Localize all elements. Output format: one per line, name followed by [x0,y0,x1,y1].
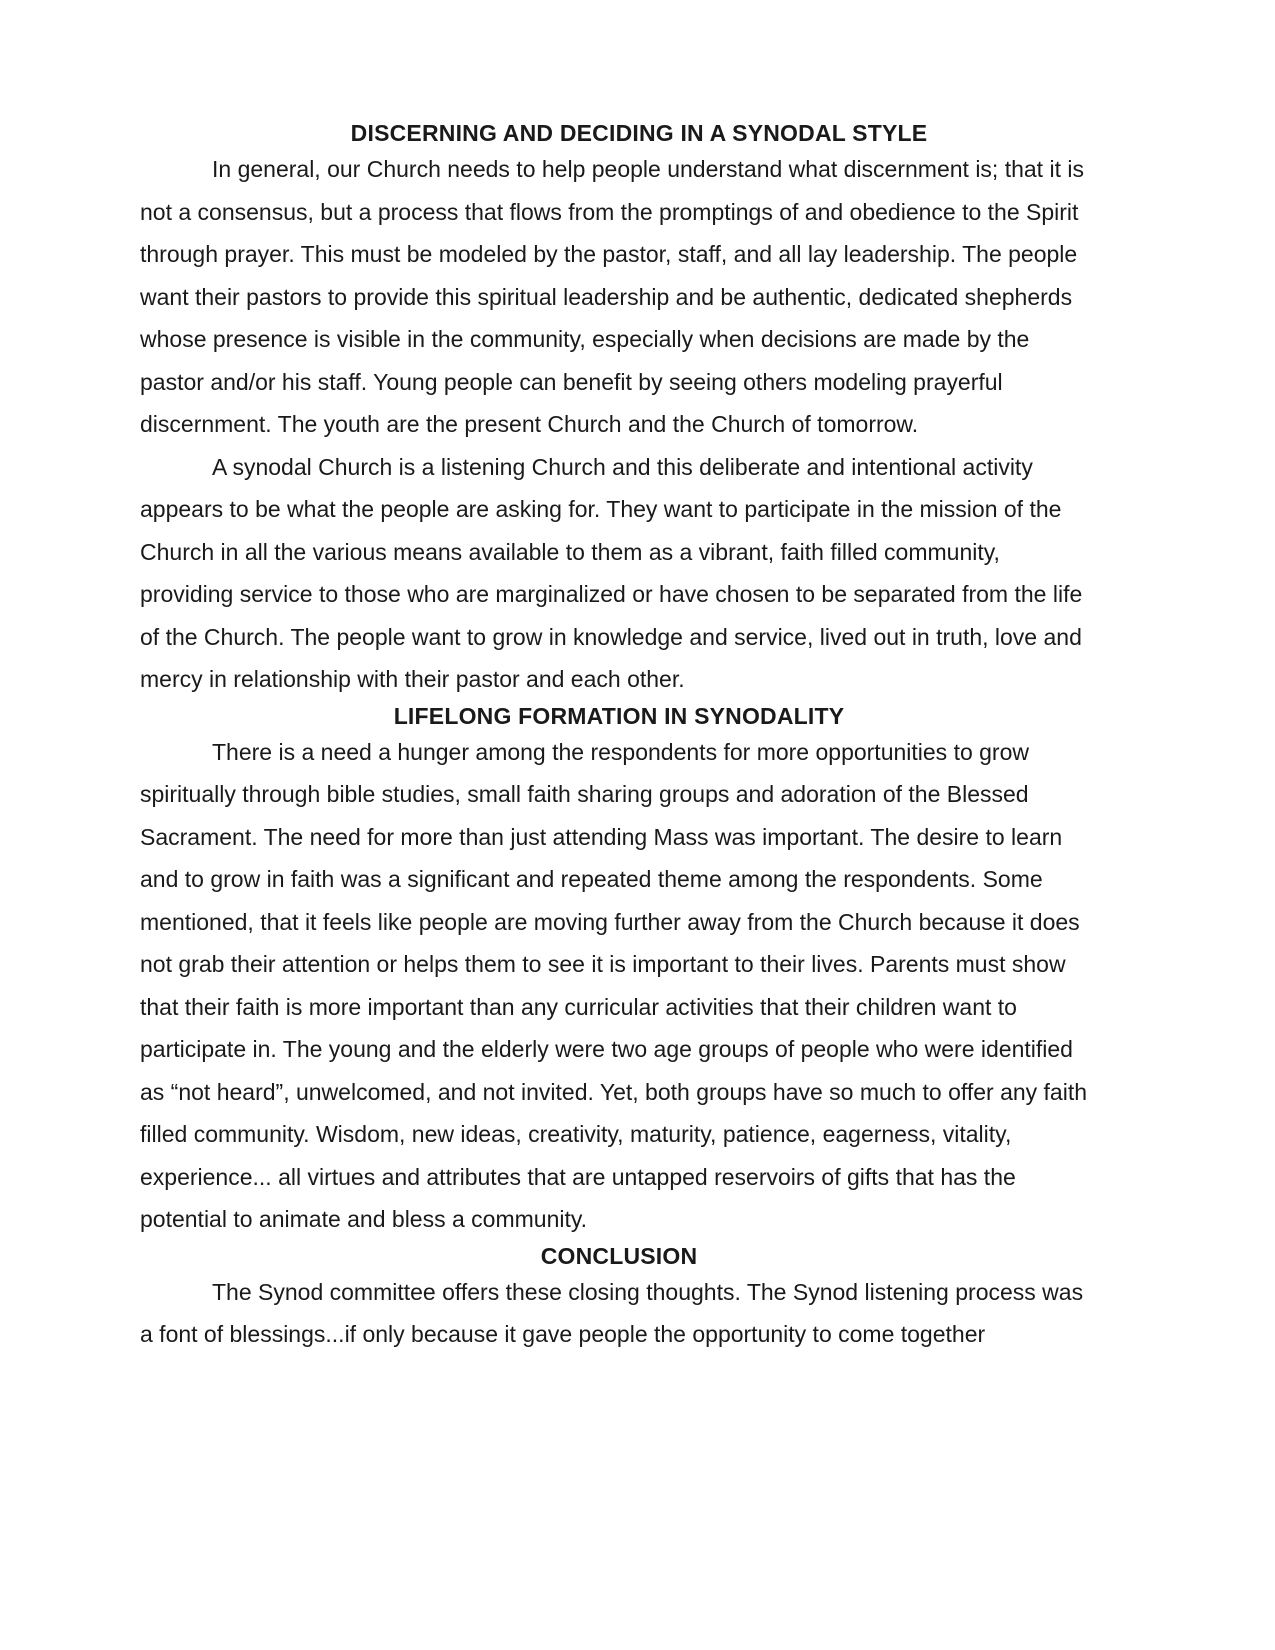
paragraph-discernment: In general, our Church needs to help people understand what discernment is; that it is not a consensus, but a process that flows from the promptings of and obedience to the Spirit through prayer. This must be modeled by the pastor, staff, and all lay leadership. The people want their pastors to provide this spiritual leadership and be authentic, dedicated shepherds whose presence is visible in the community, especially when decisions are made by the pastor and/or his staff. Young people can benefit by seeing others modeling prayerful discernment. The youth are the present Church and the Church of tomorrow. [140,156,1084,437]
document-page [140,118,1098,1356]
paragraph-formation: There is a need a hunger among the respondents for more opportunities to grow spiritually through bible studies, small faith sharing groups and adoration of the Blessed Sacrament. The need for more than just attending Mass was important. The desire to learn and to grow in faith was a significant and repeated theme among the respondents. Some mentioned, that it feels like people are moving further away from the Church because it does not grab their attention or helps them to see it is important to their lives. Parents must show that their faith is more important than any curricular activities that their children want to participate in. The young and the elderly were two age groups of people who were identified as “not heard”, unwelcomed, and not invited. Yet, both groups have so much to offer any faith filled community. Wisdom, new ideas, creativity, maturity, patience, eagerness, vitality, experience... all virtues and attributes that are untapped reservoirs of gifts that has the potential to animate and bless a community. [140,738,1088,1232]
section-heading-discerning: DISCERNING AND DECIDING IN A SYNODAL STYLE [350,120,928,146]
section-heading-conclusion: CONCLUSION [540,1242,698,1269]
paragraph-conclusion: The Synod committee offers these closing thoughts. The Synod listening process was a font of blessings...if only because it gave people the opportunity to come together [140,1278,1084,1347]
section-heading-lifelong-formation: LIFELONG FORMATION IN SYNODALITY [393,702,845,729]
paragraph-listening-church: A synodal Church is a listening Church and this deliberate and intentional activity appears to be what the people are asking for. They want to participate in the mission of the Church in all the various means available to them as a vibrant, faith filled community, providing service to those who are marginalized or have chosen to be separated from the life of the Church. The people want to grow in knowledge and service, lived out in truth, love and mercy in relationship with their pastor and each other. [140,453,1083,692]
